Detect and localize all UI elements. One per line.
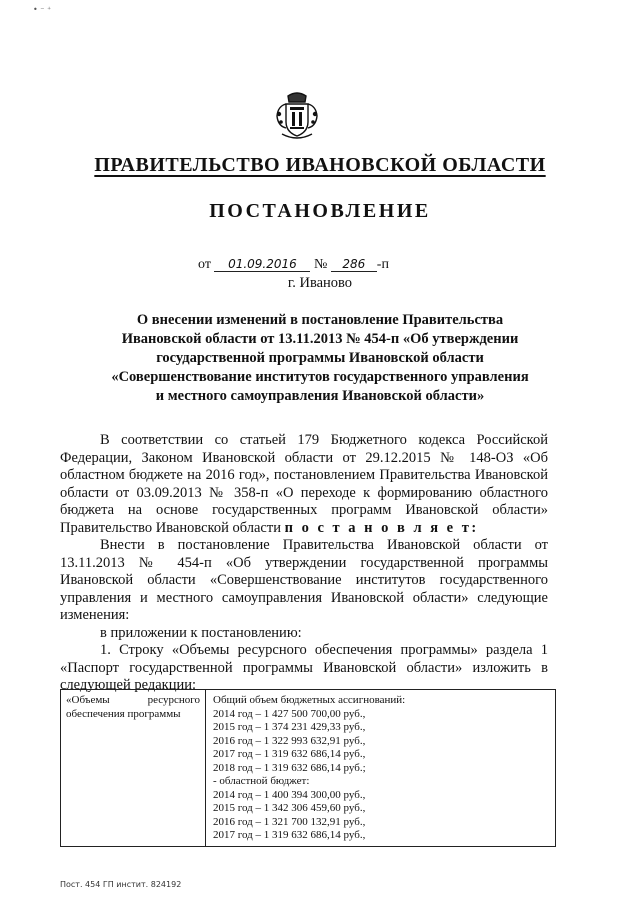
city: г. Иваново xyxy=(287,275,353,291)
value-line: - областной бюджет: xyxy=(213,775,310,787)
title-line: О внесении изменений в постановление Правительства xyxy=(136,312,504,328)
coat-of-arms-icon xyxy=(272,90,322,142)
item-1-paragraph: 1. Строку «Объемы ресурсного обеспечения программы» раздела 1 «Паспорт государственной программы Ивановской области» изложить в следующей редакции: xyxy=(60,642,548,693)
amendment-paragraph: Внести в постановление Правительства Ивановской области от 13.11.2013 № 454-п «Об утверждении государственной программы Ивановской области «Совершенствование институтов государственного управления и местного самоуправления Ивановской области» следующие изменения: xyxy=(60,537,548,623)
authority-heading: ПРАВИТЕЛЬСТВО ИВАНОВСКОЙ ОБЛАСТИ xyxy=(94,154,546,176)
title-line: и местного самоуправления Ивановской области» xyxy=(155,388,485,404)
value-line: Общий объем бюджетных ассигнований: xyxy=(213,694,406,706)
title-line: государственной программы Ивановской области xyxy=(156,350,484,366)
resources-table xyxy=(60,689,556,847)
value-line: 2016 год – 1 322 993 632,91 руб., xyxy=(213,734,366,747)
preamble-text: В соответствии со статьей 179 Бюджетного кодекса Российской Федерации, Законом Ивановской области от 29.12.2015 № 148-ОЗ «Об областном бюджете на 2016 год», постановлением Правительства Ивановской области от 03.09.2013 № 358-п «О переходе к формированию областного бюджета на основе государственных программ Ивановской области» Правительство Ивановской области xyxy=(60,432,548,536)
label-line: обеспечения программы xyxy=(66,707,181,720)
date-prefix: от xyxy=(198,257,211,272)
value-line: 2014 год – 1 427 500 700,00 руб., xyxy=(213,707,366,720)
scan-mark: • ⁻ ⁺ xyxy=(33,5,52,14)
title-line: Ивановской области от 13.11.2013 № 454-п «Об утверждении xyxy=(121,331,519,347)
value-line: 2016 год – 1 321 700 132,91 руб., xyxy=(213,815,366,828)
handwritten-date: 01.09.2016 xyxy=(214,257,310,272)
preamble-paragraph xyxy=(60,432,548,537)
handwritten-number: 286 xyxy=(331,257,377,272)
value-line: 2015 год – 1 374 231 429,33 руб., xyxy=(213,721,366,733)
dateline xyxy=(198,257,389,273)
label-line: «Объемы ресурсного xyxy=(66,694,200,706)
document-title xyxy=(60,311,580,406)
resolves-keyword: п о с т а н о в л я е т: xyxy=(284,519,479,536)
value-line: 2018 год – 1 319 632 686,14 руб.; xyxy=(213,761,366,774)
number-sign: № xyxy=(313,257,328,272)
number-suffix: -п xyxy=(376,257,389,272)
footer-note: Пост. 454 ГП инстит. 824192 xyxy=(60,880,182,889)
title-line: «Совершенствование институтов государственного управления xyxy=(111,369,529,385)
document-body xyxy=(60,432,548,695)
annex-paragraph: в приложении к постановлению: xyxy=(100,624,302,641)
document-type: ПОСТАНОВЛЕНИЕ xyxy=(209,200,431,222)
value-line: 2017 год – 1 319 632 686,14 руб., xyxy=(213,748,366,760)
table-value-cell xyxy=(207,690,555,846)
value-line: 2017 год – 1 319 632 686,14 руб., xyxy=(213,829,366,841)
value-line: 2015 год – 1 342 306 459,60 руб., xyxy=(213,802,366,814)
table-label-cell xyxy=(61,690,206,846)
value-line: 2014 год – 1 400 394 300,00 руб., xyxy=(213,788,366,801)
